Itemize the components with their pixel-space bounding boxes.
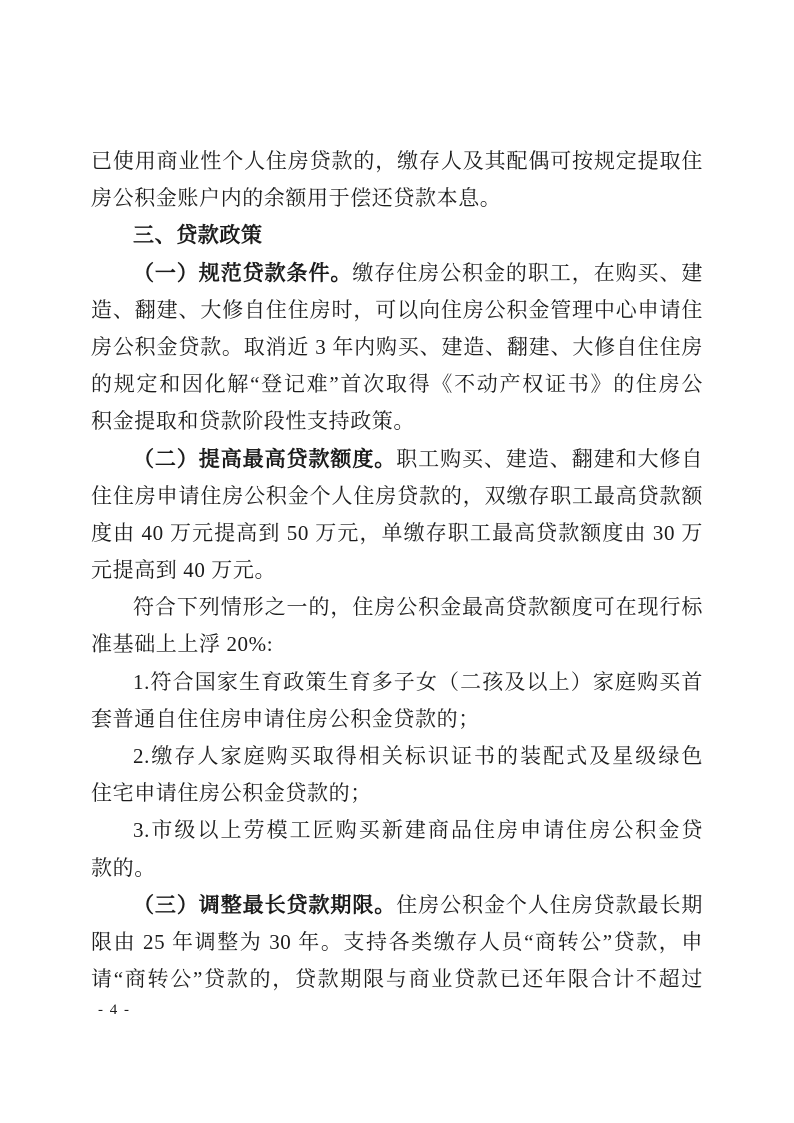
text-run: 职工购买、建造、翻建和大修自 <box>396 446 703 471</box>
text-run: 已使用商业性个人住房贷款的，缴存人及其配偶可按规定提取住 <box>91 149 703 173</box>
text-line <box>91 961 703 998</box>
text-line <box>91 441 703 478</box>
text-line <box>91 626 703 663</box>
text-line <box>91 738 703 775</box>
text-line <box>91 664 703 701</box>
text-run: 房公积金账户内的余额用于偿还贷款本息。 <box>91 186 502 211</box>
text-block <box>91 143 703 998</box>
text-run: 住住房申请住房公积金个人住房贷款的，双缴存职工最高贷款额 <box>91 483 703 508</box>
text-run: 2.缴存人家庭购买取得相关标识证书的装配式及星级绿色 <box>133 744 703 768</box>
bold-text-run: （三）调整最长贷款期限。 <box>133 892 397 917</box>
bold-text-run: （二）提高最高贷款额度。 <box>133 446 397 471</box>
text-run: 积金提取和贷款阶段性支持政策。 <box>91 409 415 434</box>
text-run: 房公积金贷款。取消近 3 年内购买、建造、翻建、大修自住住房 <box>91 334 703 359</box>
text-run: 限由 25 年调整为 30 年。支持各类缴存人员“商转公”贷款，申 <box>91 929 703 954</box>
text-line <box>91 775 703 812</box>
text-run: 请“商转公”贷款的，贷款期限与商业贷款已还年限合计不超过 <box>91 967 703 992</box>
text-run: 元提高到 40 万元。 <box>91 558 277 583</box>
text-line <box>91 887 703 924</box>
text-line <box>91 850 703 887</box>
text-line <box>91 552 703 589</box>
text-run: 3.市级以上劳模工匠购买新建商品住房申请住房公积金贷 <box>133 818 703 843</box>
text-line <box>91 589 703 626</box>
text-run: 度由 40 万元提高到 50 万元，单缴存职工最高贷款额度由 30 万 <box>91 520 703 545</box>
text-line <box>91 515 703 552</box>
text-run: 套普通自住住房申请住房公积金贷款的； <box>91 706 480 731</box>
text-run: 款的。 <box>91 855 156 880</box>
text-line <box>91 366 703 403</box>
text-line <box>91 255 703 292</box>
text-line <box>91 478 703 515</box>
text-line <box>91 701 703 738</box>
text-line <box>91 403 703 440</box>
text-run: 造、翻建、大修自住住房时，可以向住房公积金管理中心申请住 <box>91 297 703 322</box>
text-line <box>91 292 703 329</box>
text-line <box>91 812 703 849</box>
text-line <box>91 143 703 180</box>
bold-text-run: （一）规范贷款条件。 <box>133 260 353 285</box>
text-run: 住宅申请住房公积金贷款的； <box>91 781 372 806</box>
bold-text-run: 三、贷款政策 <box>133 223 263 248</box>
text-run: 准基础上上浮 20%: <box>91 632 274 657</box>
text-line <box>91 180 703 217</box>
text-run: 缴存住房公积金的职工，在购买、建 <box>352 260 703 285</box>
text-line <box>91 924 703 961</box>
text-line <box>91 329 703 366</box>
text-run: 1.符合国家生育政策生育多子女（二孩及以上）家庭购买首 <box>133 669 703 694</box>
page-number: - 4 - <box>98 1002 131 1018</box>
text-run: 符合下列情形之一的，住房公积金最高贷款额度可在现行标 <box>133 595 703 620</box>
text-run: 住房公积金个人住房贷款最长期 <box>396 892 703 917</box>
text-line <box>91 217 703 254</box>
text-run: 的规定和因化解“登记难”首次取得《不动产权证书》的住房公 <box>91 372 703 397</box>
